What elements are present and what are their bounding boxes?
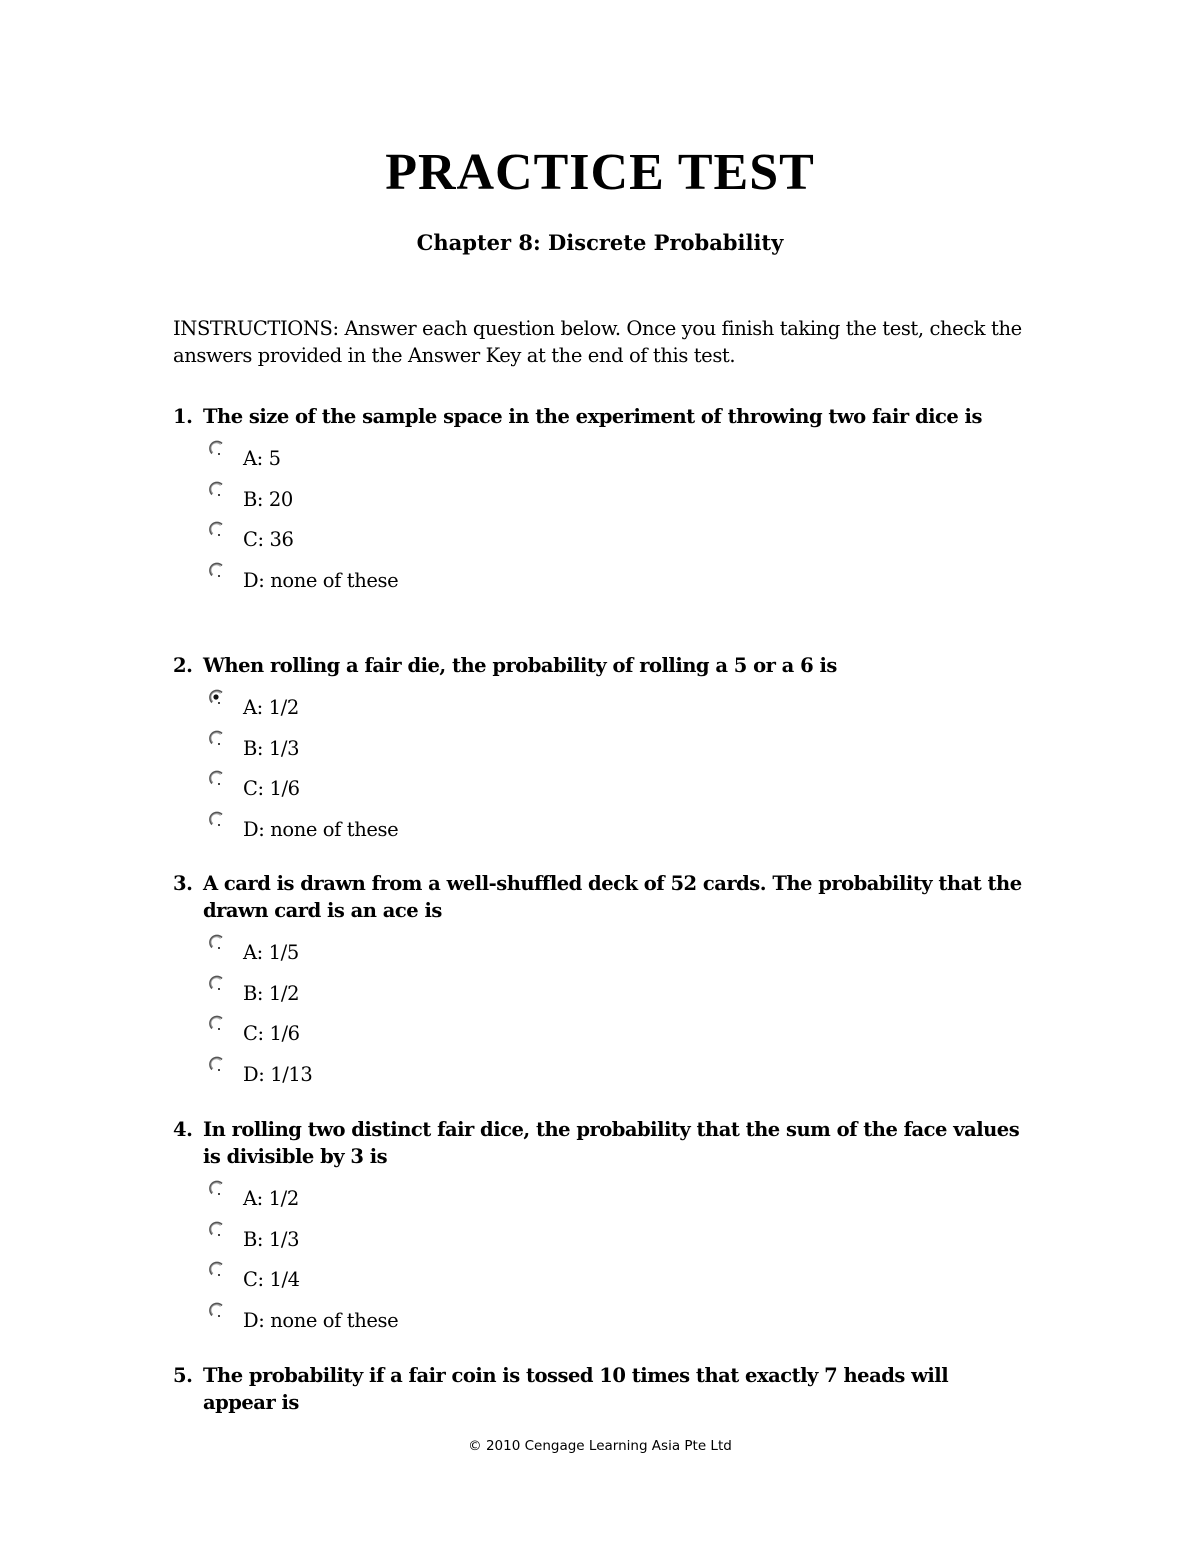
- option-d[interactable]: [207, 1301, 1023, 1342]
- option-label: B: 20: [243, 487, 293, 511]
- radio-button-icon[interactable]: [207, 810, 225, 828]
- radio-button-icon[interactable]: [207, 439, 225, 457]
- option-a[interactable]: [207, 439, 1023, 480]
- question-5: [173, 1362, 1023, 1416]
- question-text: The probability if a fair coin is tossed 10 times that exactly 7 heads will appear is: [203, 1364, 949, 1414]
- option-d[interactable]: [207, 561, 1023, 602]
- question-stem: [173, 870, 1023, 924]
- radio-button-icon[interactable]: [207, 769, 225, 787]
- option-c[interactable]: [207, 1014, 1023, 1055]
- option-label: C: 1/6: [243, 777, 300, 801]
- question-4: [173, 1116, 1023, 1341]
- answer-options: [173, 439, 1023, 601]
- instructions: [173, 315, 1023, 369]
- question-number: 2.: [173, 654, 193, 677]
- option-label: A: 1/5: [243, 941, 299, 964]
- radio-button-icon[interactable]: [207, 974, 225, 992]
- option-label: D: none of these: [243, 1308, 399, 1332]
- option-label: A: 1/2: [243, 1187, 299, 1210]
- option-label: A: 5: [243, 447, 281, 470]
- option-d[interactable]: [207, 1055, 1023, 1096]
- instructions-label: INSTRUCTIONS:: [173, 317, 339, 340]
- chapter-title: Chapter 8: Discrete Probability: [416, 230, 784, 255]
- option-c[interactable]: [207, 520, 1023, 561]
- answer-options: [173, 1179, 1023, 1341]
- option-label: B: 1/3: [243, 736, 300, 760]
- question-stem: [173, 652, 1023, 679]
- option-label: A: 1/2: [243, 696, 299, 719]
- question-number: 5.: [173, 1364, 193, 1387]
- radio-button-icon[interactable]: [207, 520, 225, 538]
- option-b[interactable]: [207, 480, 1023, 521]
- question-stem: [173, 1116, 1023, 1170]
- radio-button-icon[interactable]: [207, 1014, 225, 1032]
- option-label: B: 1/3: [243, 1227, 300, 1251]
- radio-button-icon[interactable]: [207, 688, 225, 706]
- radio-button-icon[interactable]: [207, 561, 225, 579]
- option-label: C: 1/6: [243, 1022, 300, 1046]
- radio-button-icon[interactable]: [207, 933, 225, 951]
- option-b[interactable]: [207, 729, 1023, 770]
- answer-options: [173, 933, 1023, 1095]
- option-label: C: 1/4: [243, 1268, 300, 1292]
- page-title: PRACTICE TEST: [385, 144, 815, 201]
- option-c[interactable]: [207, 1260, 1023, 1301]
- radio-button-icon[interactable]: [207, 1260, 225, 1278]
- question-text: When rolling a fair die, the probability of rolling a 5 or a 6 is: [203, 654, 837, 677]
- question-1: [173, 403, 1023, 601]
- question-number: 1.: [173, 405, 193, 428]
- option-a[interactable]: [207, 933, 1023, 974]
- option-label: D: 1/13: [243, 1062, 313, 1086]
- option-b[interactable]: [207, 1220, 1023, 1261]
- option-label: D: none of these: [243, 817, 399, 841]
- option-c[interactable]: [207, 769, 1023, 810]
- radio-button-icon[interactable]: [207, 1179, 225, 1197]
- radio-button-icon[interactable]: [207, 1220, 225, 1238]
- option-b[interactable]: [207, 974, 1023, 1015]
- question-number: 4.: [173, 1118, 193, 1141]
- question-text: In rolling two distinct fair dice, the probability that the sum of the face values is divisible by 3 is: [203, 1118, 1020, 1168]
- radio-button-icon[interactable]: [207, 1055, 225, 1073]
- option-label: B: 1/2: [243, 981, 300, 1005]
- question-stem: [173, 1362, 1023, 1416]
- option-label: D: none of these: [243, 568, 399, 592]
- option-d[interactable]: [207, 810, 1023, 851]
- radio-button-icon[interactable]: [207, 729, 225, 747]
- radio-button-icon[interactable]: [207, 480, 225, 498]
- radio-button-icon[interactable]: [207, 1301, 225, 1319]
- instructions-text: Answer each question below. Once you finish taking the test, check the answers provided in the Answer Key at the end of this test.: [173, 317, 1022, 367]
- question-3: [173, 870, 1023, 1095]
- answer-options: [173, 688, 1023, 850]
- option-a[interactable]: [207, 688, 1023, 729]
- question-stem: [173, 403, 1023, 430]
- option-label: C: 36: [243, 528, 294, 552]
- question-2: [173, 652, 1023, 850]
- question-number: 3.: [173, 872, 193, 895]
- question-text: The size of the sample space in the experiment of throwing two fair dice is: [203, 405, 982, 428]
- copyright-footer: © 2010 Cengage Learning Asia Pte Ltd: [468, 1438, 732, 1454]
- option-a[interactable]: [207, 1179, 1023, 1220]
- question-text: A card is drawn from a well-shuffled deck of 52 cards. The probability that the drawn card is an ace is: [203, 872, 1022, 922]
